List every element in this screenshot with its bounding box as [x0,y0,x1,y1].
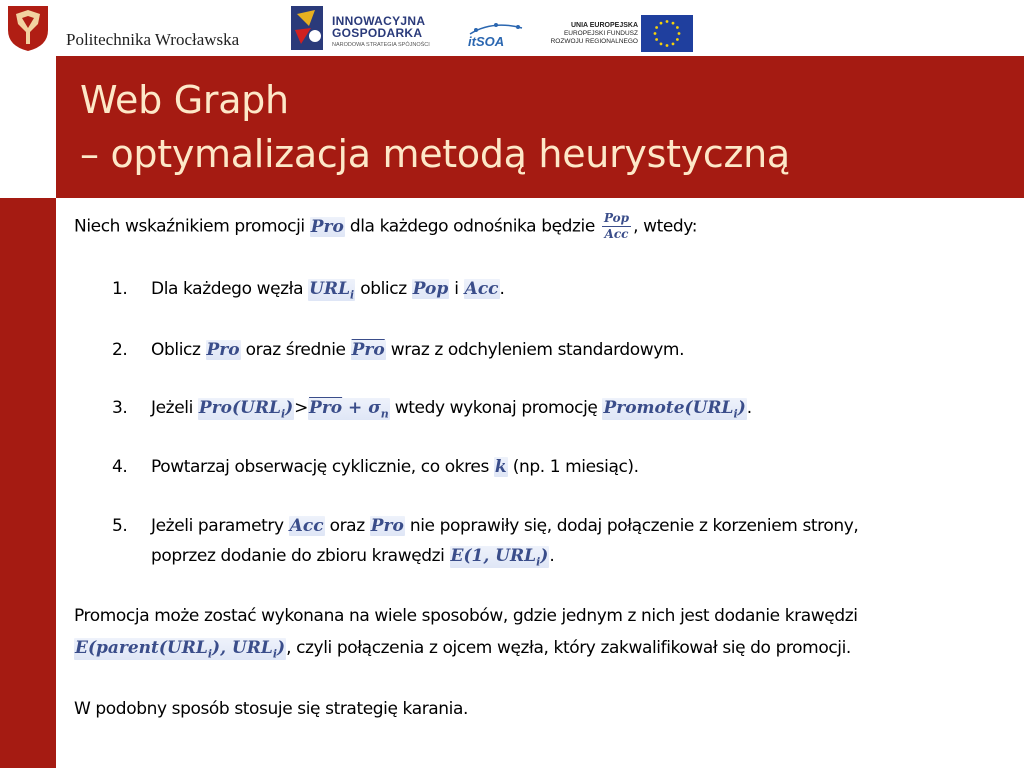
formula-text: URL [309,279,351,299]
step-5-line-2 [151,546,554,568]
step-text: Oblicz [151,340,206,360]
formula-subscript: i [733,407,738,421]
fraction-denominator: Acc [604,227,629,241]
ue-line-2: EUROPEJSKI FUNDUSZ [563,30,638,37]
step-text: nie poprawiły się, dodaj połączenie z korzeniem strony, [404,516,859,536]
step-number: 3. [112,398,128,418]
itsoa-text: itSOA [468,34,505,49]
step-1 [151,279,505,301]
formula-text: ), URL [212,638,273,658]
step-4 [151,457,639,477]
intro-text-b: dla każdego odnośnika będzie [344,216,600,237]
formula-subscript: i [207,647,213,661]
logo-header [0,0,1024,56]
step-text: oraz [324,516,370,536]
formula-pro: Pro [370,516,404,536]
intro-text-a: Niech wskaźnikiem promocji [74,216,310,237]
slide-title-line-1: Web Graph [80,78,289,122]
step-3 [151,398,752,420]
formula-text: ) [285,398,294,418]
promo-line-2 [74,638,851,660]
formula-edge-root [450,546,550,568]
formula-text: $\overline{Pro}$ [309,398,343,418]
formula-text: ) [540,546,549,566]
step-text: Jeżeli parametry [151,516,289,536]
intro-text-c: , wtedy: [633,216,698,237]
step-text: wraz z odchyleniem standardowym. [385,340,685,360]
slide-content [56,198,1024,768]
promo-line-1: Promocja może zostać wykonana na wiele sposobów, gdzie jednym z nich jest dodanie krawędzi [74,606,858,626]
left-red-stripe [0,198,56,768]
eu-flag-icon [641,15,693,52]
formula-pro-mean-plus-sigma [308,398,390,420]
step-number: 2. [112,340,128,360]
formula-text: + σ [342,398,381,418]
formula-edge-parent [74,638,286,660]
slide-title-line-2: – optymalizacja metodą heurystyczną [80,132,790,176]
eu-fund-text [540,22,638,46]
formula-pop: Pop [412,279,449,299]
step-text: i [449,279,464,299]
formula-pro: Pro [310,216,344,237]
formula-subscript: i [350,288,355,302]
step-5-line-1 [151,516,858,536]
ig-line-3: NARODOWA STRATEGIA SPÓJNOŚCI [332,42,430,48]
step-text: (np. 1 miesiąc). [507,457,639,477]
step-text: Jeżeli [151,398,198,418]
formula-subscript: n [380,407,389,421]
university-name: Politechnika Wrocławska [66,30,240,49]
formula-text: ) [737,398,746,418]
fraction-numerator: Pop [603,211,630,225]
step-text: Dla każdego węzła [151,279,309,299]
formula-text: Promote(URL [603,398,734,418]
step-text: Powtarzaj obserwację cyklicznie, co okres [151,457,494,477]
promo-text: , czyli połączenia z ojcem węzła, który zakwalifikował się do promocji. [286,638,851,658]
formula-acc: Acc [289,516,324,536]
title-band [56,56,1024,198]
formula-text: Pro(URL [198,398,281,418]
formula-pro-url-i [198,398,294,420]
formula-subscript: i [536,555,541,569]
formula-text: ) [277,638,286,658]
ue-line-1: UNIA EUROPEJSKA [570,22,638,29]
formula-promote-url-i [602,398,746,420]
step-text: oblicz [355,279,412,299]
formula-subscript: i [272,647,278,661]
step-text: oraz średnie [240,340,351,360]
step-text: wtedy wykonaj promocję [389,398,603,418]
closing-line: W podobny sposób stosuje się strategię karania. [74,699,469,719]
step-text: poprzez dodanie do zbioru krawędzi [151,546,450,566]
step-text: . [746,398,752,418]
step-text: . [549,546,555,566]
ig-line-2: GOSPODARKA [332,26,423,40]
formula-acc: Acc [464,279,499,299]
university-crest-icon [6,4,50,52]
step-number: 4. [112,457,128,477]
formula-pro: Pro [206,340,240,360]
formula-k: k [494,457,507,477]
step-number: 5. [112,516,128,536]
formula-pop-over-acc [602,211,631,242]
formula-pro-mean: $\overline{Pro}$ [351,340,385,360]
ue-line-3: ROZWOJU REGIONALNEGO [550,38,638,45]
formula-text: E(parent(URL [75,638,208,658]
formula-subscript: i [280,407,286,421]
step-2 [151,340,684,360]
innovative-economy-logo-icon [287,4,327,52]
intro-line [74,211,697,242]
step-text: . [499,279,505,299]
step-number: 1. [112,279,128,299]
ig-line-1: INNOWACYJNA [332,14,426,28]
step-text: > [294,398,309,418]
innovative-economy-text [332,15,430,51]
formula-url-i [308,279,355,301]
formula-text: E(1, URL [450,546,537,566]
